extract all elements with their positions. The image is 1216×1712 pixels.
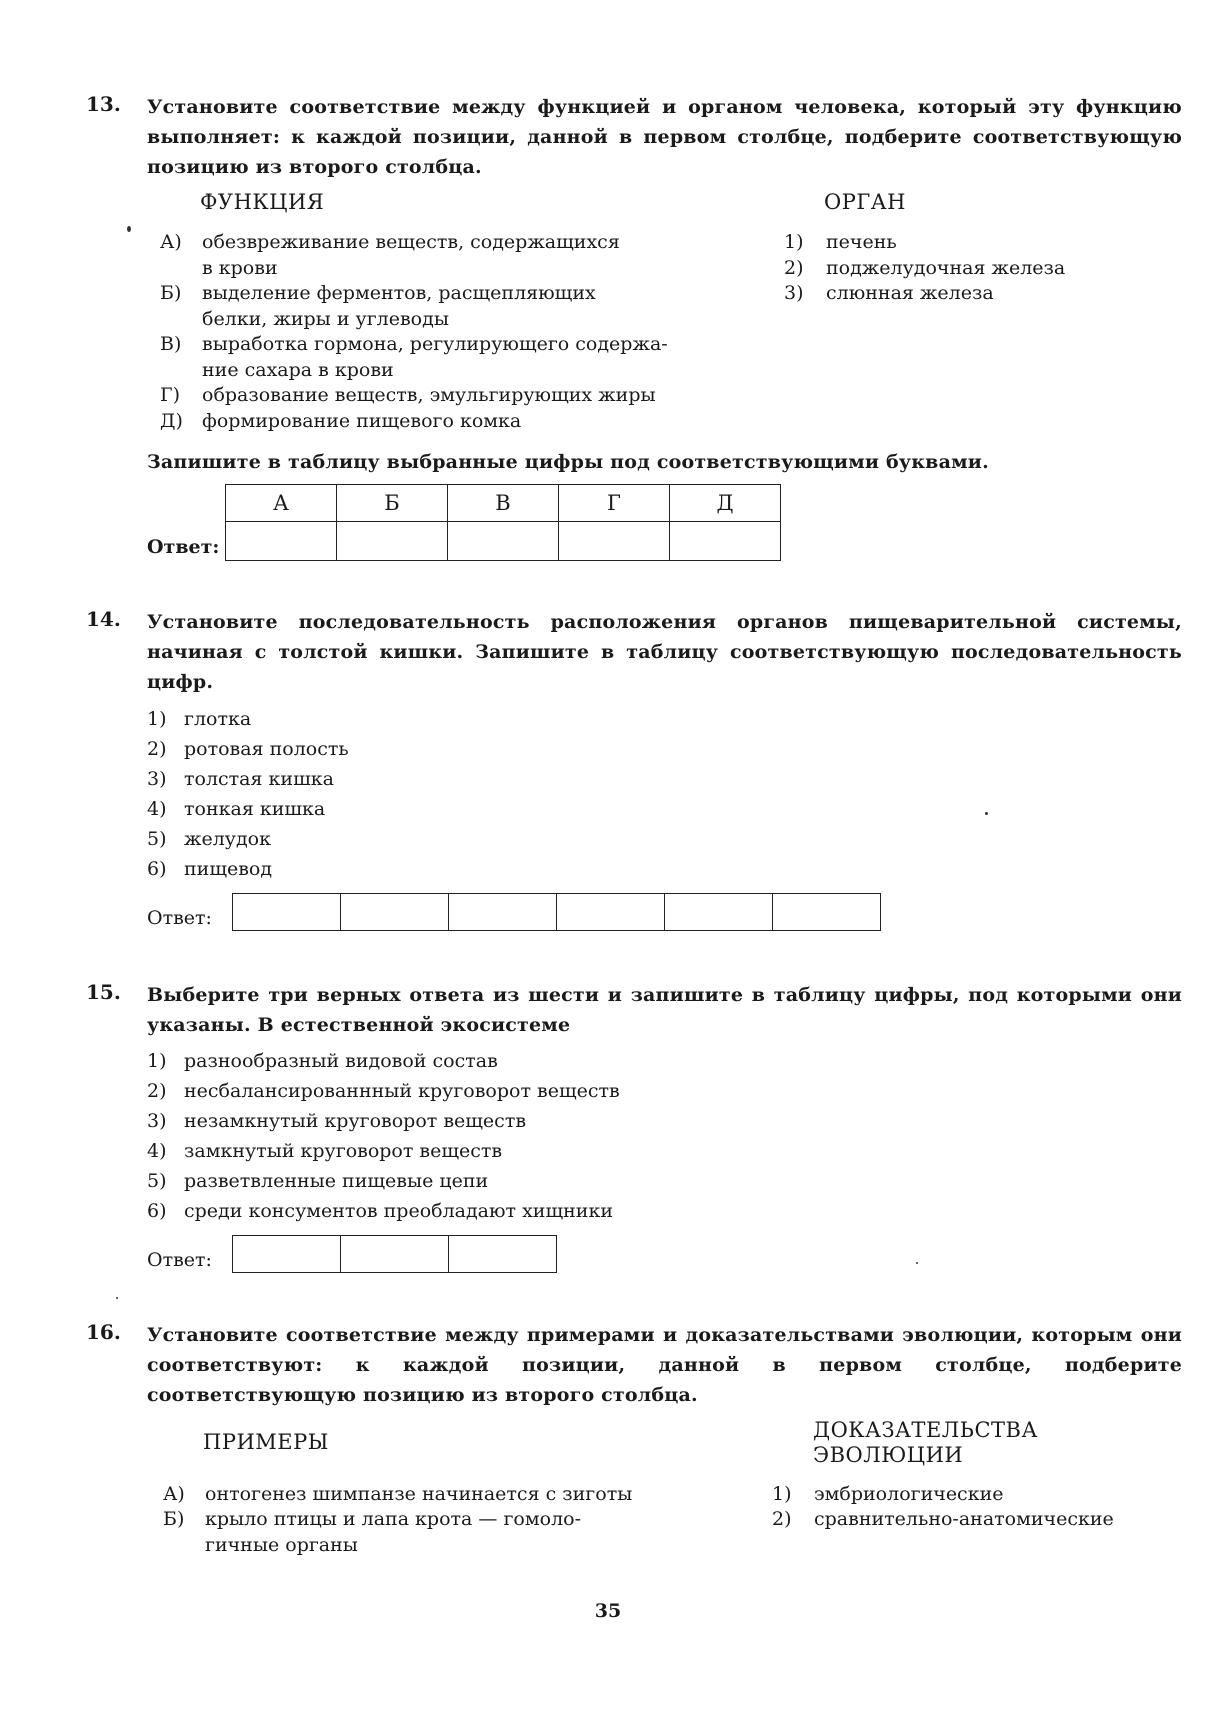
answer-cell[interactable]	[337, 522, 448, 561]
answer-cell[interactable]	[341, 1236, 449, 1273]
answer-cell[interactable]	[233, 894, 341, 931]
list-item: 5) разветвленные пищевые цепи	[147, 1170, 489, 1192]
answer-cell[interactable]	[773, 894, 881, 931]
answer-label: Ответ:	[147, 907, 212, 929]
page-number: 35	[594, 1600, 622, 1622]
column-header-evidence: ДОКАЗАТЕЛЬСТВА ЭВОЛЮЦИИ	[813, 1418, 1038, 1467]
task-stem: Установите соответствие между функцией и органом человека, который эту функцию выполняет: к каждой позиции, данной в первом столбце, подберите соответствующую позицию из второго столбца.	[147, 96, 1182, 178]
task-13	[86, 92, 1182, 182]
task-stem: Установите последовательность расположения органов пищеварительной системы, начиная с толстой кишки. Запишите в таблицу соответствующую последовательность цифр.	[147, 611, 1182, 693]
answer-cell[interactable]	[665, 894, 773, 931]
organ-option-1: 1) печень	[784, 231, 897, 253]
task-15	[86, 980, 1182, 1040]
scan-speck	[116, 1297, 118, 1299]
answer-cell[interactable]	[226, 522, 337, 561]
task-number: 16.	[86, 1320, 121, 1344]
answer-cell[interactable]	[448, 522, 559, 561]
organ-option-3: 3) слюнная железа	[784, 282, 994, 304]
column-letter-g: Г	[559, 485, 670, 522]
answer-table-14	[232, 893, 881, 931]
list-item: 2) ротовая полость	[147, 738, 349, 760]
answer-label: Ответ:	[147, 1249, 212, 1271]
list-item: 5) желудок	[147, 828, 271, 850]
function-option-b: Б) выделение ферментов, расщепляющих белки, жиры и углеводы	[160, 282, 596, 330]
task-number: 15.	[86, 980, 121, 1004]
answer-table-13	[225, 484, 781, 561]
answer-label: Ответ:	[147, 536, 220, 558]
column-letter-d: Д	[670, 485, 781, 522]
task-stem: Выберите три верных ответа из шести и запишите в таблицу цифры, под которыми они указаны. В естественной экосистеме	[147, 984, 1182, 1036]
task-16	[86, 1320, 1182, 1410]
example-option-a: А) онтогенез шимпанзе начинается с зиготы	[163, 1483, 633, 1505]
list-item: 2) несбалансированнный круговорот веществ	[147, 1080, 620, 1102]
answer-cell[interactable]	[449, 894, 557, 931]
column-letter-v: В	[448, 485, 559, 522]
list-item: 1) глотка	[147, 708, 252, 730]
column-header-examples: ПРИМЕРЫ	[203, 1430, 329, 1454]
answer-table-15	[232, 1235, 557, 1273]
list-item: 4) тонкая кишка	[147, 798, 326, 820]
answer-cell[interactable]	[670, 522, 781, 561]
answer-table-header	[226, 485, 781, 522]
task-14	[86, 607, 1182, 697]
scan-speck	[916, 1262, 918, 1264]
organ-option-2: 2) поджелудочная железа	[784, 257, 1066, 279]
scan-speck	[127, 226, 131, 232]
column-header-organ: ОРГАН	[824, 190, 906, 214]
task-number: 13.	[86, 92, 121, 116]
answer-cell[interactable]	[559, 522, 670, 561]
function-option-a: А) обезвреживание веществ, содержащихся в крови	[160, 231, 620, 279]
list-item: 3) незамкнутый круговорот веществ	[147, 1110, 527, 1132]
answer-table-entry-row	[226, 522, 781, 561]
evidence-option-2: 2) сравнительно-анатомические	[772, 1508, 1114, 1530]
column-letter-b: Б	[337, 485, 448, 522]
list-item: 3) толстая кишка	[147, 768, 334, 790]
list-item: 6) среди консументов преобладают хищники	[147, 1200, 613, 1222]
task-15-options	[147, 1046, 620, 1226]
column-header-function: ФУНКЦИЯ	[200, 190, 325, 214]
example-option-b: Б) крыло птицы и лапа крота — гомоло- гичные органы	[163, 1508, 581, 1556]
list-item: 1) разнообразный видовой состав	[147, 1050, 498, 1072]
list-item: 4) замкнутый круговорот веществ	[147, 1140, 503, 1162]
column-letter-a: А	[226, 485, 337, 522]
function-option-v: В) выработка гормона, регулирующего содержа- ние сахара в крови	[160, 333, 668, 381]
list-item: 6) пищевод	[147, 858, 273, 880]
answer-cell[interactable]	[557, 894, 665, 931]
answer-cell[interactable]	[233, 1236, 341, 1273]
function-option-d: Д) формирование пищевого комка	[160, 410, 522, 432]
answer-cell[interactable]	[341, 894, 449, 931]
task-stem: Установите соответствие между примерами и доказательствами эволюции, которым они соответствуют: к каждой позиции, данной в первом столбце, подберите соответствующую позицию из второго столбца.	[147, 1324, 1182, 1406]
evidence-option-1: 1) эмбриологические	[772, 1483, 1004, 1505]
task-number: 14.	[86, 607, 121, 631]
scan-speck	[985, 812, 988, 815]
function-option-g: Г) образование веществ, эмульгирующих жиры	[160, 384, 656, 406]
task-13-instruction: Запишите в таблицу выбранные цифры под соответствующими буквами.	[147, 451, 989, 473]
answer-cell[interactable]	[449, 1236, 557, 1273]
task-14-options	[147, 704, 349, 884]
